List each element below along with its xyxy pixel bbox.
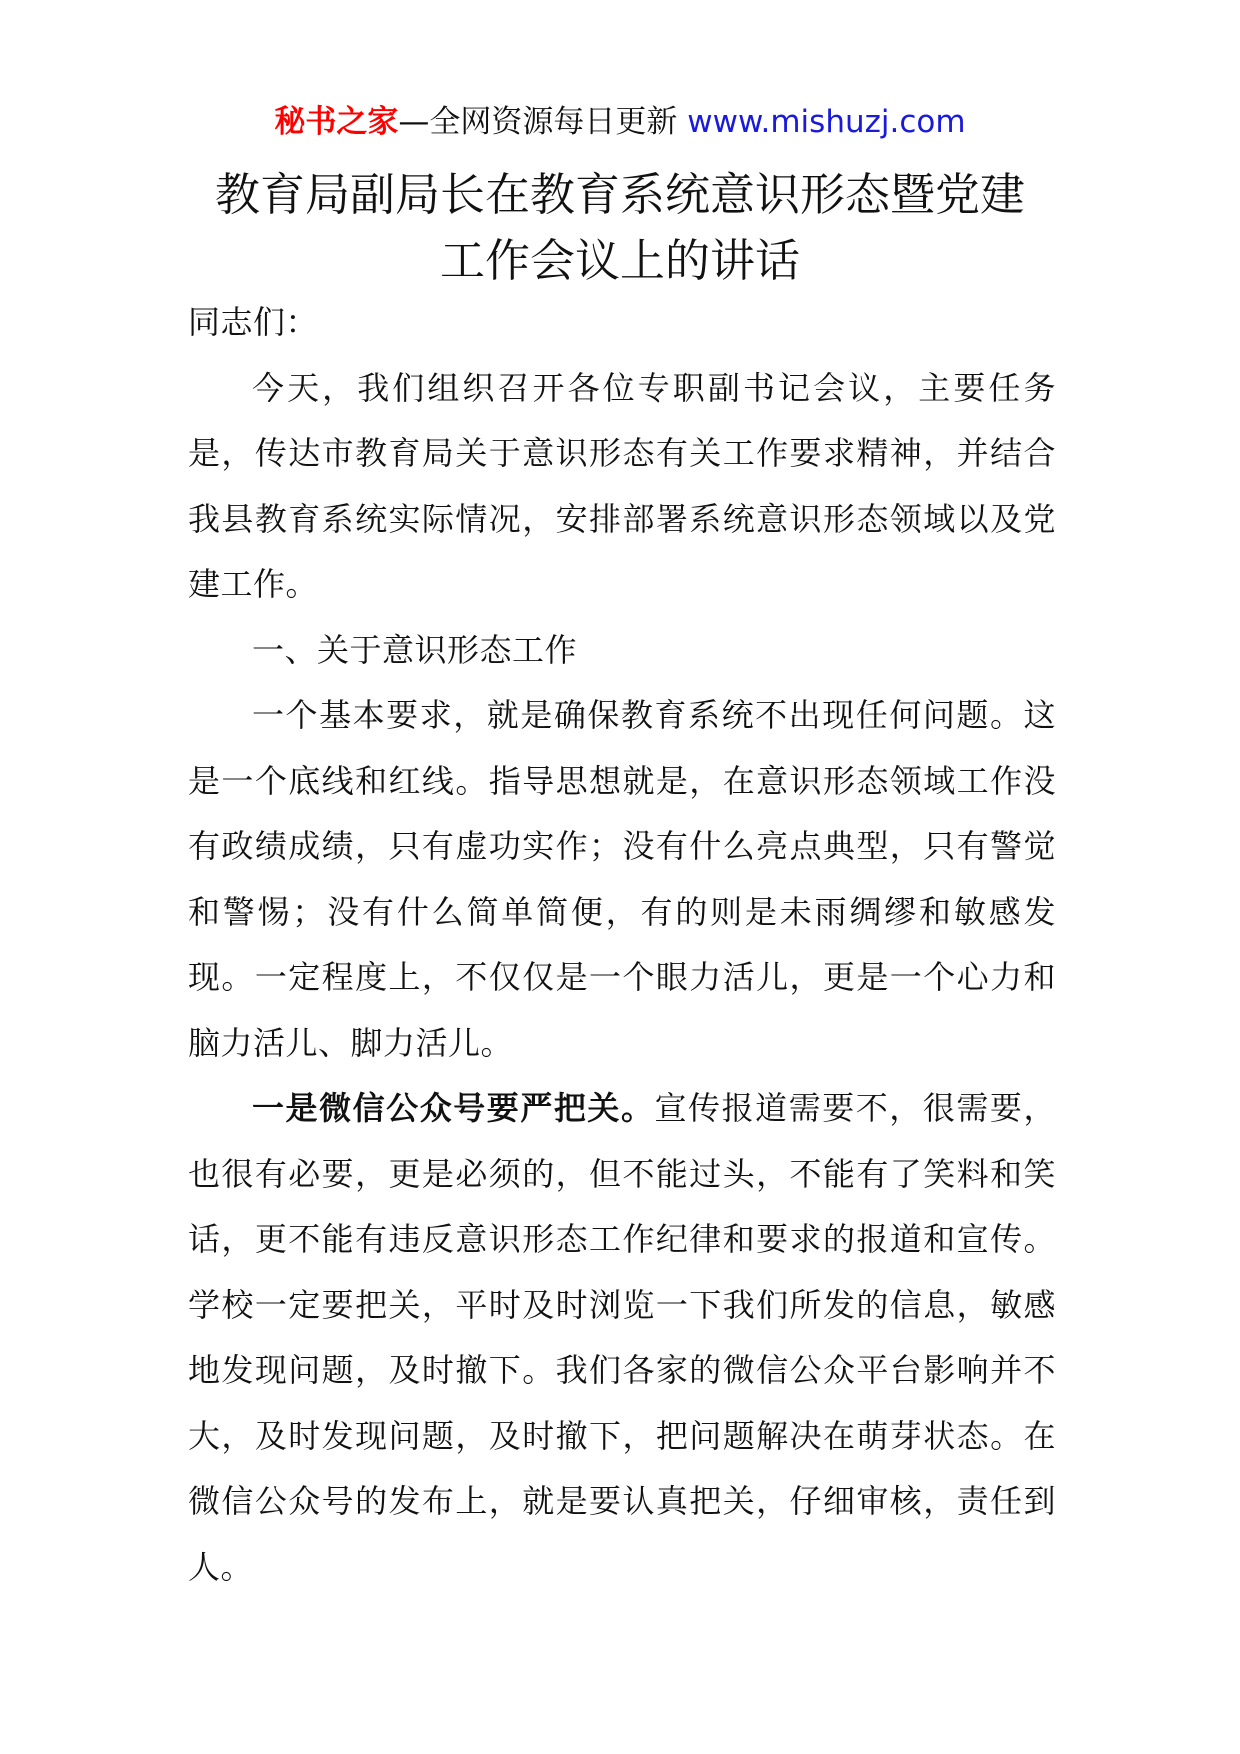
- paragraph-lead-bold: 一是微信公众号要严把关。: [252, 1089, 655, 1127]
- title-line-2: 工作会议上的讲话: [439, 234, 800, 287]
- header-slogan: —全网资源每日更新: [398, 104, 688, 140]
- paragraph-intro: 今天，我们组织召开各位专职副书记会议，主要任务是，传达市教育局关于意识形态有关工作要求精神，并结合我县教育系统实际情况，安排部署系统意识形态领域以及党建工作。: [188, 368, 1056, 603]
- title-line-1: 教育局副局长在教育系统意识形态暨党建: [214, 168, 1025, 221]
- brand-name: 秘书之家: [274, 104, 399, 140]
- paragraph-wechat-text: 宣传报道需要不，很需要，也很有必要，更是必须的，但不能过头，不能有了笑料和笑话，更不能有违反意识形态工作纪律和要求的报道和宣传。学校一定要把关，平时及时浏览一下我们所发的信息，敏感地发现问题，及时撤下。我们各家的微信公众平台影响并不大，及时发现问题，及时撤下，把问题解决在萌芽状态。在微信公众号的发布上，就是要认真把关，仔细审核，责任到人。: [188, 1089, 1056, 1586]
- site-url-link[interactable]: www.mishuzj.com: [687, 104, 966, 140]
- paragraph-basic-requirement: 一个基本要求，就是确保教育系统不出现任何问题。这是一个底线和红线。指导思想就是，在意识形态领域工作没有政绩成绩，只有虚功实作；没有什么亮点典型，只有警觉和警惕；没有什么简单简便，有的则是未雨绸缪和敏感发现。一定程度上，不仅仅是一个眼力活儿，更是一个心力和脑力活儿、脚力活儿。: [188, 696, 1056, 1062]
- salutation: 同志们：: [188, 303, 319, 341]
- document-title: [0, 162, 1240, 294]
- section-heading: 一、关于意识形态工作: [252, 630, 578, 669]
- paragraph-wechat: [188, 1076, 1056, 1600]
- document-body: [188, 290, 1056, 1600]
- site-header: [0, 100, 1240, 144]
